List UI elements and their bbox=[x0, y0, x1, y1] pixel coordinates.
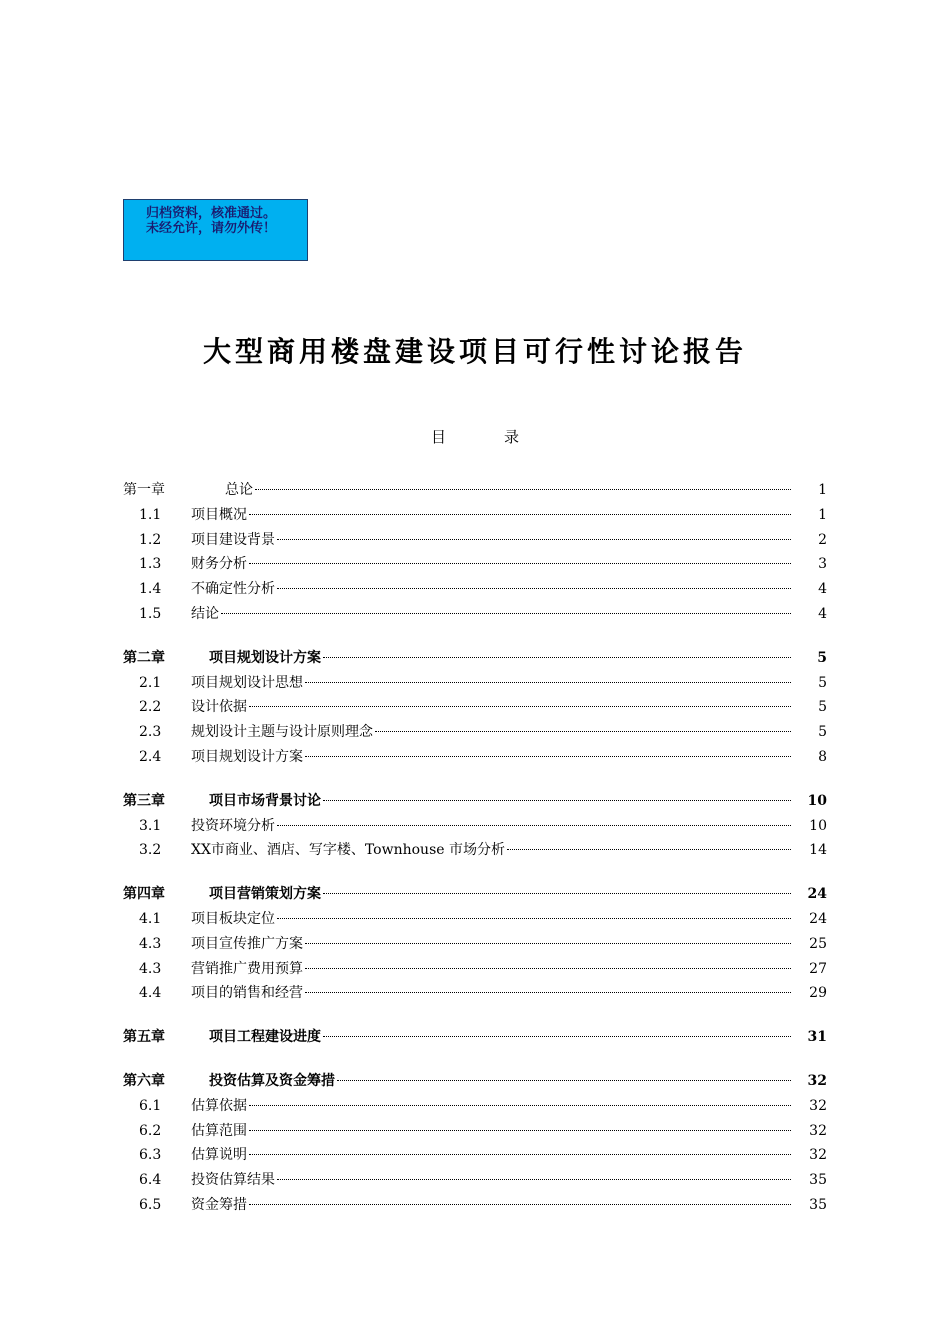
toc-entry[interactable] bbox=[123, 1119, 827, 1144]
toc-entry[interactable] bbox=[123, 1069, 827, 1094]
toc-entry-title: XX市商业、酒店、写字楼、Townhouse 市场分析 bbox=[191, 842, 505, 859]
toc-entry-number: 4.3 bbox=[139, 960, 162, 977]
toc-entry-title: 项目板块定位 bbox=[191, 910, 275, 927]
toc-entry-number: 3.2 bbox=[139, 842, 162, 859]
toc-dot-leader bbox=[277, 588, 791, 589]
toc-entry-title: 财务分析 bbox=[191, 556, 247, 573]
toc-entry-title: 估算范围 bbox=[191, 1122, 247, 1139]
toc-entry-title: 不确定性分析 bbox=[191, 581, 275, 598]
toc-entry[interactable] bbox=[123, 907, 827, 932]
toc-dot-leader bbox=[249, 1105, 791, 1106]
toc-entry[interactable] bbox=[123, 577, 827, 602]
toc-entry-title: 规划设计主题与设计原则理念 bbox=[191, 724, 373, 741]
toc-dot-leader bbox=[323, 893, 791, 894]
toc-entry[interactable] bbox=[123, 981, 827, 1006]
toc-entry[interactable] bbox=[123, 695, 827, 720]
toc-entry-number: 4.4 bbox=[139, 985, 162, 1002]
toc-entry[interactable] bbox=[123, 720, 827, 745]
stamp-line-1: 归档资料，核准通过。 bbox=[146, 206, 277, 221]
toc-entry-number: 第二章 bbox=[123, 649, 165, 666]
toc-entry-page: 4 bbox=[818, 581, 827, 598]
toc-entry-title: 投资环境分析 bbox=[191, 817, 275, 834]
toc-entry-title: 项目建设背景 bbox=[191, 531, 275, 548]
toc-entry-page: 25 bbox=[809, 935, 827, 952]
toc-entry-title: 项目规划设计方案 bbox=[209, 649, 321, 666]
toc-entry-title: 项目规划设计方案 bbox=[191, 748, 303, 765]
toc-entry[interactable] bbox=[123, 1025, 827, 1050]
toc-entry-page: 29 bbox=[809, 985, 827, 1002]
toc-entry-title: 投资估算及资金筹措 bbox=[209, 1072, 335, 1089]
toc-heading-left: 目 bbox=[430, 428, 446, 446]
toc-entry-page: 10 bbox=[809, 817, 827, 834]
archive-stamp bbox=[123, 199, 308, 261]
toc-entry-page: 14 bbox=[809, 842, 827, 859]
toc-entry-page: 1 bbox=[818, 506, 827, 523]
toc-entry[interactable] bbox=[123, 602, 827, 627]
toc-dot-leader bbox=[249, 1154, 791, 1155]
toc-entry-title: 设计依据 bbox=[191, 699, 247, 716]
toc-entry[interactable] bbox=[123, 528, 827, 553]
toc-entry[interactable] bbox=[123, 1193, 827, 1218]
toc-entry-page: 35 bbox=[809, 1196, 827, 1213]
toc-dot-leader bbox=[277, 825, 791, 826]
toc-dot-leader bbox=[323, 1036, 791, 1037]
toc-entry-number: 6.1 bbox=[139, 1097, 162, 1114]
toc-dot-leader bbox=[375, 731, 791, 732]
toc-entry-page: 32 bbox=[809, 1147, 827, 1164]
toc-entry-number: 第一章 bbox=[123, 482, 165, 498]
toc-entry-number: 第四章 bbox=[123, 886, 165, 903]
toc-entry-title: 营销推广费用预算 bbox=[191, 960, 303, 977]
toc-entry-page: 27 bbox=[809, 960, 827, 977]
toc-entry-number: 2.4 bbox=[139, 748, 162, 765]
toc-entry-page: 32 bbox=[809, 1122, 827, 1139]
toc-heading bbox=[0, 426, 950, 447]
toc-dot-leader bbox=[323, 800, 791, 801]
toc-entry-number: 3.1 bbox=[139, 817, 162, 834]
toc-entry-page: 3 bbox=[818, 556, 827, 573]
toc-entry[interactable] bbox=[123, 814, 827, 839]
toc-entry-title: 项目市场背景讨论 bbox=[209, 792, 321, 809]
toc-entry-number: 1.2 bbox=[139, 531, 162, 548]
document-title: 大型商用楼盘建设项目可行性讨论报告 bbox=[202, 335, 747, 368]
toc-entry[interactable] bbox=[123, 478, 827, 503]
toc-dot-leader bbox=[305, 756, 791, 757]
toc-entry-title: 项目概况 bbox=[191, 506, 247, 523]
toc-entry-page: 5 bbox=[818, 699, 827, 716]
toc-entry[interactable] bbox=[123, 882, 827, 907]
toc-entry[interactable] bbox=[123, 1094, 827, 1119]
toc-dot-leader bbox=[323, 657, 791, 658]
toc-entry-page: 2 bbox=[818, 531, 827, 548]
toc-entry[interactable] bbox=[123, 1143, 827, 1168]
toc-entry[interactable] bbox=[123, 957, 827, 982]
toc-dot-leader bbox=[277, 918, 791, 919]
toc-entry-page: 32 bbox=[807, 1072, 827, 1089]
toc-dot-leader bbox=[277, 539, 791, 540]
toc-entry-number: 1.3 bbox=[139, 556, 162, 573]
toc-entry-page: 31 bbox=[807, 1029, 827, 1046]
toc-entry[interactable] bbox=[123, 552, 827, 577]
toc-entry-page: 4 bbox=[818, 605, 827, 622]
toc-entry-page: 5 bbox=[818, 674, 827, 691]
toc-entry-title: 项目工程建设进度 bbox=[209, 1029, 321, 1046]
toc-entry-number: 6.4 bbox=[139, 1172, 162, 1189]
toc-entry-number: 第五章 bbox=[123, 1029, 165, 1046]
toc-dot-leader bbox=[305, 943, 791, 944]
toc-entry-title: 项目的销售和经营 bbox=[191, 985, 303, 1002]
toc-entry-page: 5 bbox=[817, 649, 827, 666]
toc-dot-leader bbox=[249, 514, 791, 515]
toc-entry[interactable] bbox=[123, 932, 827, 957]
toc-dot-leader bbox=[249, 706, 791, 707]
toc-entry-title: 总论 bbox=[225, 482, 253, 498]
toc-dot-leader bbox=[221, 613, 791, 614]
toc-heading-right: 录 bbox=[504, 428, 520, 446]
toc-entry-title: 投资估算结果 bbox=[191, 1172, 275, 1189]
toc-entry[interactable] bbox=[123, 789, 827, 814]
toc-entry-number: 4.1 bbox=[139, 910, 162, 927]
toc-entry-title: 估算说明 bbox=[191, 1147, 247, 1164]
toc-entry-page: 1 bbox=[818, 482, 827, 498]
toc-entry-page: 5 bbox=[818, 724, 827, 741]
toc-entry-number: 6.2 bbox=[139, 1122, 162, 1139]
toc-entry-title: 估算依据 bbox=[191, 1097, 247, 1114]
toc-entry-page: 24 bbox=[807, 886, 827, 903]
toc-dot-leader bbox=[507, 849, 791, 850]
toc-entry-number: 2.3 bbox=[139, 724, 162, 741]
toc-entry-number: 2.2 bbox=[139, 699, 162, 716]
stamp-line-2: 未经允许，请勿外传！ bbox=[146, 221, 277, 236]
toc-entry-number: 6.5 bbox=[139, 1196, 162, 1213]
toc-entry-title: 项目规划设计思想 bbox=[191, 674, 303, 691]
toc-dot-leader bbox=[255, 489, 791, 490]
toc-dot-leader bbox=[305, 682, 791, 683]
toc-entry[interactable] bbox=[123, 745, 827, 770]
toc-entry-page: 24 bbox=[809, 910, 827, 927]
toc-entry-page: 8 bbox=[818, 748, 827, 765]
toc-entry-page: 35 bbox=[809, 1172, 827, 1189]
toc-entry[interactable] bbox=[123, 646, 827, 671]
toc-entry[interactable] bbox=[123, 503, 827, 528]
toc-dot-leader bbox=[305, 968, 791, 969]
toc-entry-number: 6.3 bbox=[139, 1147, 162, 1164]
toc-entry-number: 第三章 bbox=[123, 792, 165, 809]
toc-entry-page: 10 bbox=[807, 792, 827, 809]
table-of-contents bbox=[123, 478, 827, 1218]
toc-entry-number: 2.1 bbox=[139, 674, 162, 691]
toc-entry-title: 资金筹措 bbox=[191, 1196, 247, 1213]
toc-entry[interactable] bbox=[123, 671, 827, 696]
toc-entry-page: 32 bbox=[809, 1097, 827, 1114]
toc-entry[interactable] bbox=[123, 1168, 827, 1193]
toc-entry-title: 项目营销策划方案 bbox=[209, 886, 321, 903]
toc-dot-leader bbox=[249, 1204, 791, 1205]
toc-dot-leader bbox=[277, 1179, 791, 1180]
toc-entry-number: 1.1 bbox=[139, 506, 162, 523]
toc-dot-leader bbox=[305, 992, 791, 993]
toc-dot-leader bbox=[249, 563, 791, 564]
toc-entry-title: 项目宣传推广方案 bbox=[191, 935, 303, 952]
toc-entry-number: 1.5 bbox=[139, 605, 162, 622]
toc-entry-number: 第六章 bbox=[123, 1072, 165, 1089]
toc-dot-leader bbox=[337, 1080, 791, 1081]
toc-entry[interactable] bbox=[123, 838, 827, 863]
toc-entry-number: 4.3 bbox=[139, 935, 162, 952]
toc-dot-leader bbox=[249, 1130, 791, 1131]
toc-entry-title: 结论 bbox=[191, 605, 219, 622]
toc-entry-number: 1.4 bbox=[139, 581, 162, 598]
